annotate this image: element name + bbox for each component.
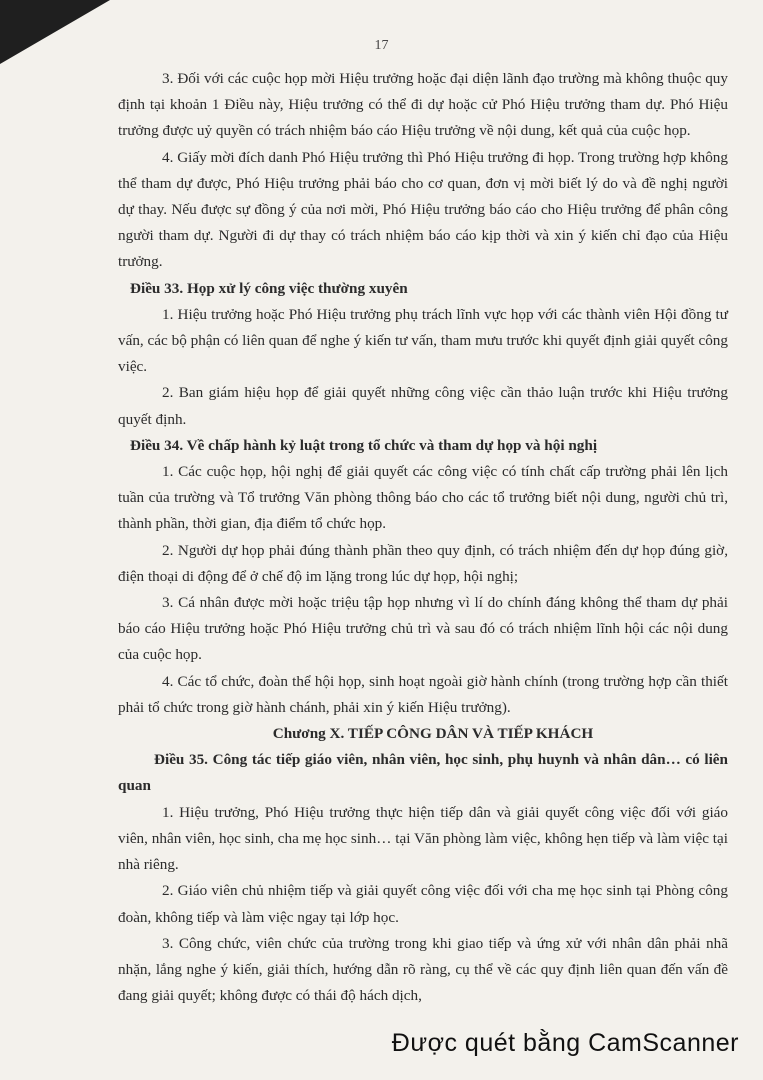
page-number: 17 (374, 38, 389, 53)
paragraph: 4. Các tổ chức, đoàn thể hội họp, sinh hoạt ngoài giờ hành chính (trong trường hợp cần thiết phải tổ chức trong giờ hành chánh, phải xin ý kiến Hiệu trưởng). (118, 672, 728, 716)
paragraph: 2. Giáo viên chủ nhiệm tiếp và giải quyết công việc đối với cha mẹ học sinh tại Phòng công đoàn, không tiếp và làm việc ngay tại lớp học. (118, 882, 728, 926)
document-body (118, 66, 728, 1009)
paragraph: 3. Đối với các cuộc họp mời Hiệu trưởng hoặc đại diện lãnh đạo trường mà không thuộc quy định tại khoản 1 Điều này, Hiệu trưởng có thể đi dự hoặc cử Phó Hiệu trưởng tham dự. Phó Hiệu trưởng được uỷ quyền có trách nhiệm báo cáo Hiệu trưởng về nội dung, kết quả của cuộc họp. (118, 70, 728, 140)
camscanner-watermark: Được quét bằng CamScanner (391, 1029, 739, 1057)
paragraph: 1. Hiệu trưởng hoặc Phó Hiệu trưởng phụ trách lĩnh vực họp với các thành viên Hội đồng tư vấn, các bộ phận có liên quan để nghe ý kiến tư vấn, tham mưu trước khi quyết định giải quyết công việc. (118, 305, 728, 376)
paragraph: 1. Các cuộc họp, hội nghị để giải quyết các công việc có tính chất cấp trường phải lên lịch tuần của trường và Tổ trưởng Văn phòng thông báo cho các tổ trưởng biết nội dung, người chủ trì, thành phần, thời gian, địa điểm tổ chức họp. (118, 463, 728, 533)
article-heading: Điều 35. Công tác tiếp giáo viên, nhân viên, học sinh, phụ huynh và nhân dân… có liên quan (118, 751, 728, 795)
paragraph: 1. Hiệu trưởng, Phó Hiệu trưởng thực hiện tiếp dân và giải quyết công việc đối với giáo viên, nhân viên, học sinh, cha mẹ học sinh… tại Văn phòng làm việc, không hẹn tiếp và làm việc tại nhà riêng. (118, 803, 728, 874)
article-heading: Điều 34. Về chấp hành kỷ luật trong tổ chức và tham dự họp và hội nghị (130, 436, 598, 454)
paragraph: 3. Công chức, viên chức của trường trong khi giao tiếp và ứng xử với nhân dân phải nhã nhặn, lắng nghe ý kiến, giải thích, hướng dẫn rõ ràng, cụ thể về các quy định liên quan đến vấn đề đang giải quyết; không được có thái độ hách dịch, (118, 934, 728, 1005)
scan-corner-shadow (0, 0, 110, 64)
chapter-heading: Chương X. TIẾP CÔNG DÂN VÀ TIẾP KHÁCH (272, 725, 594, 743)
paragraph: 3. Cá nhân được mời hoặc triệu tập họp nhưng vì lí do chính đáng không thể tham dự phải báo cáo Hiệu trưởng hoặc Phó Hiệu trưởng chủ trì và sau đó có trách nhiệm lĩnh hội các nội dung của cuộc họp. (118, 594, 728, 664)
paragraph: 2. Ban giám hiệu họp để giải quyết những công việc cần thảo luận trước khi Hiệu trưởng quyết định. (118, 384, 728, 428)
paragraph: 4. Giấy mời đích danh Phó Hiệu trưởng thì Phó Hiệu trưởng đi họp. Trong trường hợp không thể tham dự được, Phó Hiệu trưởng phải báo cho cơ quan, đơn vị mời biết lý do và đề nghị người dự thay. Nếu được sự đồng ý của nơi mời, Phó Hiệu trưởng báo cáo cho Hiệu trưởng để phân công người tham dự. Người đi dự thay có trách nhiệm báo cáo kịp thời và xin ý kiến chỉ đạo của Hiệu trưởng. (118, 148, 728, 271)
paragraph: 2. Người dự họp phải đúng thành phần theo quy định, có trách nhiệm đến dự họp đúng giờ, điện thoại di động để ở chế độ im lặng trong lúc dự họp, hội nghị; (118, 541, 728, 585)
article-heading: Điều 33. Họp xử lý công việc thường xuyên (130, 279, 408, 297)
